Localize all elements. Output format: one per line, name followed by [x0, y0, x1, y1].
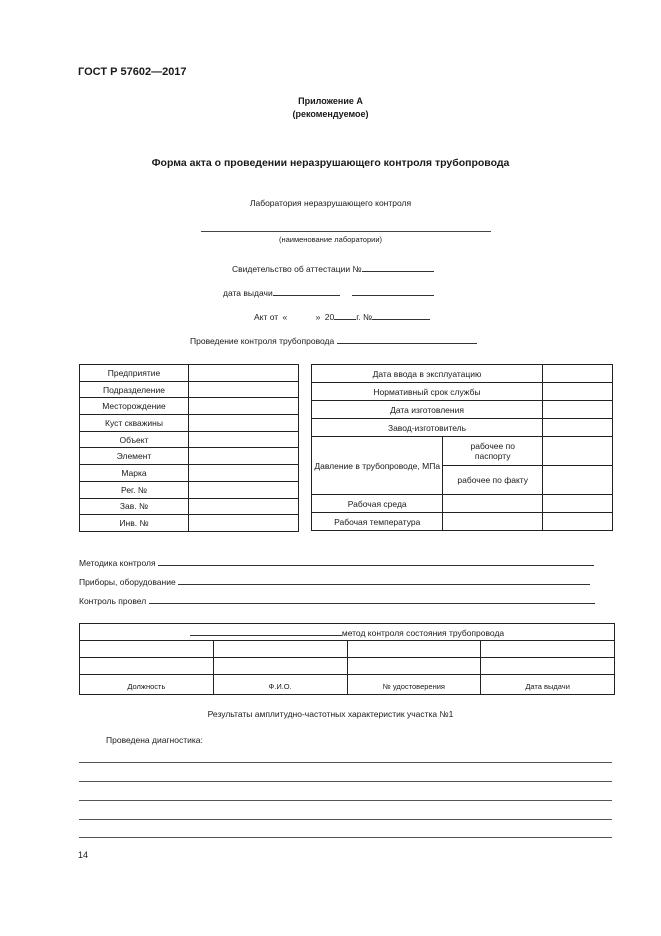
value-cell[interactable]: [543, 365, 613, 383]
value-cell[interactable]: [543, 466, 613, 495]
diagnostics-line-4[interactable]: [79, 819, 612, 820]
column-certificate-number: № удостоверения: [347, 675, 481, 695]
value-cell[interactable]: [189, 448, 299, 465]
issue-date-label: дата выдачи: [223, 288, 273, 298]
value-cell[interactable]: [543, 437, 613, 466]
inspection-row: [190, 333, 477, 346]
act-number-field[interactable]: [372, 309, 430, 320]
row-label-object: Объект: [80, 431, 189, 448]
table-row: [80, 381, 299, 398]
label-manufacturer: Завод-изготовитель: [312, 419, 543, 437]
value-cell[interactable]: [213, 641, 347, 658]
issue-date-field-1[interactable]: [273, 285, 340, 296]
table-row: [312, 383, 613, 401]
value-cell[interactable]: [80, 658, 214, 675]
value-cell[interactable]: [543, 383, 613, 401]
value-cell[interactable]: [543, 513, 613, 531]
table-row: [80, 365, 299, 382]
row-label-element: Элемент: [80, 448, 189, 465]
diagnostics-line-2[interactable]: [79, 781, 612, 782]
diagnostics-label: Проведена диагностика:: [106, 735, 203, 745]
column-position: Должность: [80, 675, 214, 695]
row-label-division: Подразделение: [80, 381, 189, 398]
table-row: [80, 515, 299, 532]
inspector-label: Контроль провел: [79, 596, 147, 606]
table-row: [80, 658, 615, 675]
value-cell[interactable]: [189, 515, 299, 532]
devices-field[interactable]: [178, 575, 590, 585]
table-row: [80, 481, 299, 498]
issue-date-field-2[interactable]: [352, 285, 434, 296]
value-cell[interactable]: [347, 658, 481, 675]
value-cell[interactable]: [189, 415, 299, 432]
value-cell[interactable]: [189, 481, 299, 498]
table-row: [312, 419, 613, 437]
table-row: [312, 365, 613, 383]
value-cell[interactable]: [189, 498, 299, 515]
value-cell[interactable]: [443, 513, 543, 531]
devices-label: Приборы, оборудование: [79, 577, 176, 587]
results-heading: Результаты амплитудно-частотных характеристик участка №1: [207, 709, 454, 719]
value-cell[interactable]: [189, 365, 299, 382]
document-code: ГОСТ Р 57602—2017: [78, 66, 187, 78]
table-column-caption-row: [80, 675, 615, 695]
act-quote-open: «: [282, 312, 288, 322]
diagnostics-line-3[interactable]: [79, 800, 612, 801]
table-row: [312, 495, 613, 513]
method-header: [80, 624, 615, 641]
certificate-number-field[interactable]: [362, 261, 434, 272]
devices-row: [79, 575, 590, 587]
table-row: [80, 448, 299, 465]
method-personnel-table: [79, 623, 615, 695]
value-cell[interactable]: [80, 641, 214, 658]
appendix-subtitle: (рекомендуемое): [292, 109, 369, 119]
method-field[interactable]: [158, 556, 594, 566]
column-full-name: Ф.И.О.: [213, 675, 347, 695]
method-row: [79, 556, 594, 568]
inspection-field[interactable]: [337, 333, 477, 344]
appendix-heading: [0, 95, 661, 121]
label-service-life: Нормативный срок службы: [312, 383, 543, 401]
label-pressure: Давление в трубопроводе, МПа: [312, 437, 443, 495]
diagnostics-line-5[interactable]: [79, 837, 612, 838]
certificate-row: [232, 261, 434, 274]
table-row: [312, 513, 613, 531]
inspector-row: [79, 594, 595, 606]
diagnostics-line-1[interactable]: [79, 762, 612, 763]
method-header-label: метод контроля состояния трубопровода: [341, 627, 505, 638]
value-cell[interactable]: [543, 401, 613, 419]
table-row: [80, 465, 299, 482]
label-pressure-actual: рабочее по факту: [443, 466, 543, 495]
act-year: 20: [324, 312, 335, 322]
act-prefix: Акт от: [254, 312, 279, 322]
page-number: 14: [78, 850, 89, 860]
row-label-reg-number: Рег. №: [80, 481, 189, 498]
table-row: [80, 431, 299, 448]
row-label-field: Месторождение: [80, 398, 189, 415]
table-header-row: [80, 624, 615, 641]
row-label-enterprise: Предприятие: [80, 365, 189, 382]
lab-heading: Лаборатория неразрушающего контроля: [249, 198, 412, 208]
value-cell[interactable]: [543, 419, 613, 437]
lab-name-caption: (наименование лаборатории): [278, 235, 383, 244]
value-cell[interactable]: [213, 658, 347, 675]
value-cell[interactable]: [481, 641, 615, 658]
operation-info-table: [311, 364, 613, 531]
table-row: [312, 437, 613, 466]
value-cell[interactable]: [189, 381, 299, 398]
value-cell[interactable]: [189, 465, 299, 482]
row-label-well-cluster: Куст скважины: [80, 415, 189, 432]
object-info-table: [79, 364, 299, 532]
issue-date-row: [223, 285, 434, 298]
label-pressure-passport: рабочее по паспорту: [443, 437, 543, 466]
certificate-label: Свидетельство об аттестации №: [232, 264, 362, 274]
act-year-field[interactable]: [334, 309, 356, 320]
appendix-title: Приложение А: [298, 96, 363, 106]
table-row: [80, 498, 299, 515]
table-row: [312, 401, 613, 419]
value-cell[interactable]: [543, 495, 613, 513]
method-name-field[interactable]: [190, 627, 342, 636]
act-row: [254, 309, 430, 322]
label-medium: Рабочая среда: [312, 495, 443, 513]
column-issue-date: Дата выдачи: [481, 675, 615, 695]
lab-name-line[interactable]: [201, 223, 491, 232]
method-label: Методика контроля: [79, 558, 156, 568]
inspection-label: Проведение контроля трубопровода: [190, 336, 335, 346]
act-quote-close: »: [315, 312, 321, 322]
label-commission-date: Дата ввода в эксплуатацию: [312, 365, 543, 383]
row-label-inventory-number: Инв. №: [80, 515, 189, 532]
label-temperature: Рабочая температура: [312, 513, 443, 531]
value-cell[interactable]: [189, 431, 299, 448]
value-cell[interactable]: [481, 658, 615, 675]
label-manufacture-date: Дата изготовления: [312, 401, 543, 419]
value-cell[interactable]: [189, 398, 299, 415]
value-cell[interactable]: [347, 641, 481, 658]
act-year-suffix: г. №: [356, 312, 373, 322]
table-row: [80, 415, 299, 432]
row-label-grade: Марка: [80, 465, 189, 482]
table-row: [80, 641, 615, 658]
table-row: [80, 398, 299, 415]
row-label-serial-number: Зав. №: [80, 498, 189, 515]
form-title: Форма акта о проведении неразрушающего контроля трубопровода: [151, 157, 510, 169]
inspector-field[interactable]: [149, 594, 595, 604]
value-cell[interactable]: [443, 495, 543, 513]
